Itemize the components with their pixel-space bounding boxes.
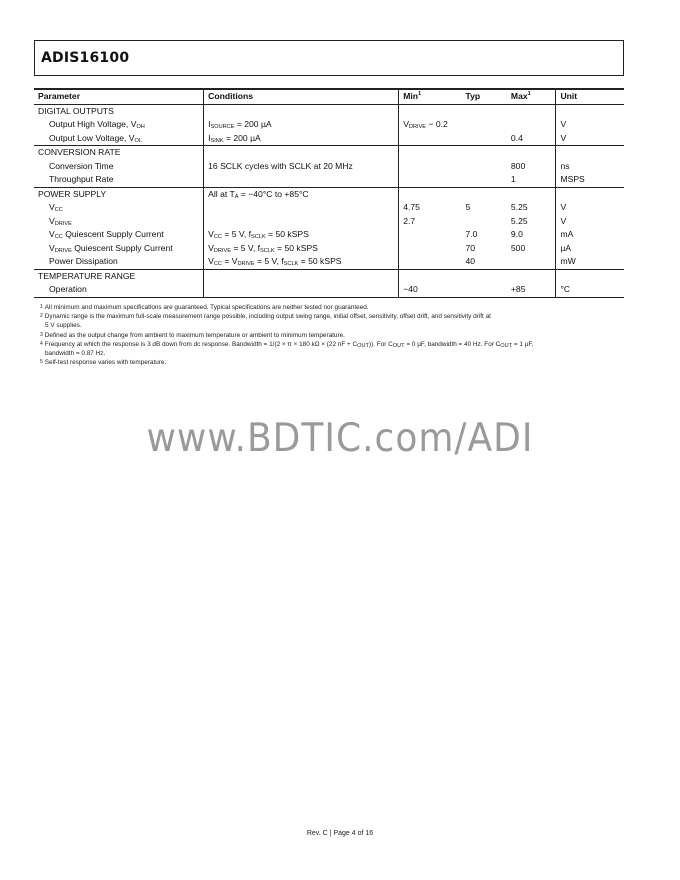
table-row	[34, 118, 624, 132]
min-cell: $V_{DRIVE} - 0.2$	[399, 118, 462, 132]
max-cell: 9.0	[510, 229, 523, 239]
max-cell: 1	[510, 174, 516, 184]
table-row	[34, 132, 624, 146]
cond-cell: $V_{DRIVE} = 5$ V, $f_{SCLK} = 50$ kSPS	[204, 242, 399, 256]
table-header-row	[34, 89, 624, 104]
col-min: Min$^1$	[399, 89, 462, 104]
cond-cell	[204, 215, 399, 229]
typ-cell	[462, 283, 507, 297]
unit-cell: µA	[556, 242, 624, 256]
footnote-2: 2 Dynamic range is the maximum full-scale measurement range possible, including output swing range, initial offset, sensitivity, offset drift, and sensitivity drift at 5 V supplies.	[40, 313, 491, 330]
param-cell: Output High Voltage, $V_{OH}$	[49, 119, 145, 130]
table-row	[34, 228, 624, 242]
cond-cell: $V_{CC} = V_{DRIVE} = 5$ V, $f_{SCLK} = 50$ kSPS	[204, 255, 399, 269]
footnote-4: 4 Frequency at which the response is 3 dB down from dc response. Bandwidth = 1/(2 × π × 180 kΩ × (22 nF + $C_{OUT}$)). For $C_{OUT} = 0$ µF, bandwidth = 40 Hz. For $C_{OUT} = 1$ µF, bandwidth = 0.87 Hz.	[40, 340, 534, 358]
cond-cell: $I_{SINK} = 200$ µA	[204, 132, 399, 146]
max-cell: +85	[507, 283, 556, 297]
col-unit: Unit	[556, 89, 624, 104]
typ-cell	[462, 215, 507, 229]
param-cell: Power Dissipation	[49, 256, 118, 266]
min-cell	[399, 160, 462, 174]
table-row	[34, 201, 624, 215]
document-title: ADIS16100	[41, 50, 130, 66]
min-cell: 2.7	[399, 215, 462, 229]
min-cell	[399, 173, 462, 187]
min-cell	[399, 132, 462, 146]
typ-cell: 70	[465, 242, 476, 253]
header-box	[34, 40, 624, 76]
param-cell: Output Low Voltage, $V_{OL}$	[49, 132, 142, 144]
table-row	[34, 160, 624, 174]
group-condition: All at $T_A = -40^\circ C$ to +85°C	[204, 187, 399, 201]
footnote-ref: 1	[527, 91, 531, 98]
min-cell	[399, 228, 462, 242]
table-row	[34, 104, 624, 118]
max-cell	[507, 118, 556, 132]
unit-cell: mA	[556, 228, 624, 242]
table-row	[34, 255, 624, 269]
table-row	[34, 283, 624, 297]
unit-cell: V	[556, 215, 624, 229]
col-typ: Typ	[462, 89, 507, 104]
typ-cell: 5	[465, 202, 471, 212]
cond-cell: 16 SCLK cycles with SCLK at 20 MHz	[204, 160, 399, 174]
cond-cell	[204, 283, 399, 297]
min-cell: 4.75	[399, 201, 462, 215]
table-row	[34, 187, 624, 201]
group-title: TEMPERATURE RANGE	[34, 269, 204, 283]
param-cell: $V_{CC}$ Quiescent Supply Current	[49, 229, 164, 240]
group-power-supply	[34, 187, 624, 269]
max-cell: 5.25	[510, 202, 528, 212]
unit-cell: °C	[556, 283, 624, 297]
unit-cell: mW	[556, 255, 624, 269]
param-cell: $V_{DRIVE}$ Quiescent Supply Current	[49, 242, 173, 254]
group-temperature-range	[34, 269, 624, 297]
max-cell: 800	[510, 160, 526, 171]
watermark: www.BDTIC.com/ADI	[146, 416, 534, 461]
typ-cell: 7.0	[465, 229, 478, 239]
cond-cell: $V_{CC} = 5$ V, $f_{SCLK} = 50$ kSPS	[204, 228, 399, 242]
footnote-1: 1 All minimum and maximum specifications are guaranteed. Typical specifications are neither tested nor guaranteed.	[40, 304, 369, 311]
unit-cell: V	[556, 201, 624, 215]
page-footer: Rev. C | Page 4 of 16	[306, 830, 374, 837]
group-conversion-rate	[34, 146, 624, 188]
typ-cell	[462, 173, 507, 187]
unit-cell: ns	[556, 160, 624, 174]
cond-cell	[204, 173, 399, 187]
max-cell: 500	[510, 242, 526, 253]
typ-cell: 40	[465, 256, 476, 266]
col-conditions: Conditions	[204, 89, 399, 104]
col-max: Max$^1$	[507, 89, 556, 104]
table-row	[34, 242, 624, 256]
footnote-3: 3 Defined as the output change from ambient to maximum temperature or ambient to minimum temperature.	[40, 331, 345, 339]
table-row	[34, 146, 624, 160]
cond-cell: $I_{SOURCE} = 200$ µA	[204, 118, 399, 132]
unit-cell: MSPS	[556, 173, 624, 187]
table-row	[34, 215, 624, 229]
group-title: DIGITAL OUTPUTS	[34, 104, 204, 118]
cond-cell	[204, 201, 399, 215]
param-cell: Operation	[34, 283, 204, 297]
footnote-5: 5 Self-test response varies with temperature.	[40, 359, 167, 367]
min-cell: −40	[399, 283, 462, 297]
param-cell: $V_{CC}$	[49, 202, 63, 213]
max-cell: 5.25	[510, 215, 528, 226]
unit-cell: V	[556, 118, 624, 132]
table-row	[34, 269, 624, 283]
col-parameter: Parameter	[34, 89, 204, 104]
max-cell: 0.4	[510, 132, 523, 143]
footnote-ref: 1	[418, 91, 422, 98]
typ-cell	[462, 132, 507, 146]
min-cell	[399, 255, 462, 269]
group-title: CONVERSION RATE	[34, 146, 204, 160]
unit-cell: V	[556, 132, 624, 146]
param-cell: Conversion Time	[49, 160, 114, 171]
typ-cell	[462, 160, 507, 174]
max-cell	[507, 255, 556, 269]
param-cell: $V_{DRIVE}$	[49, 215, 72, 227]
footnotes	[40, 303, 620, 367]
param-cell: Throughput Rate	[49, 174, 114, 184]
typ-cell	[462, 118, 507, 132]
min-cell	[399, 242, 462, 256]
specifications-table	[34, 88, 624, 298]
table-row	[34, 173, 624, 187]
group-digital-outputs	[34, 104, 624, 146]
group-title: POWER SUPPLY	[34, 187, 204, 201]
